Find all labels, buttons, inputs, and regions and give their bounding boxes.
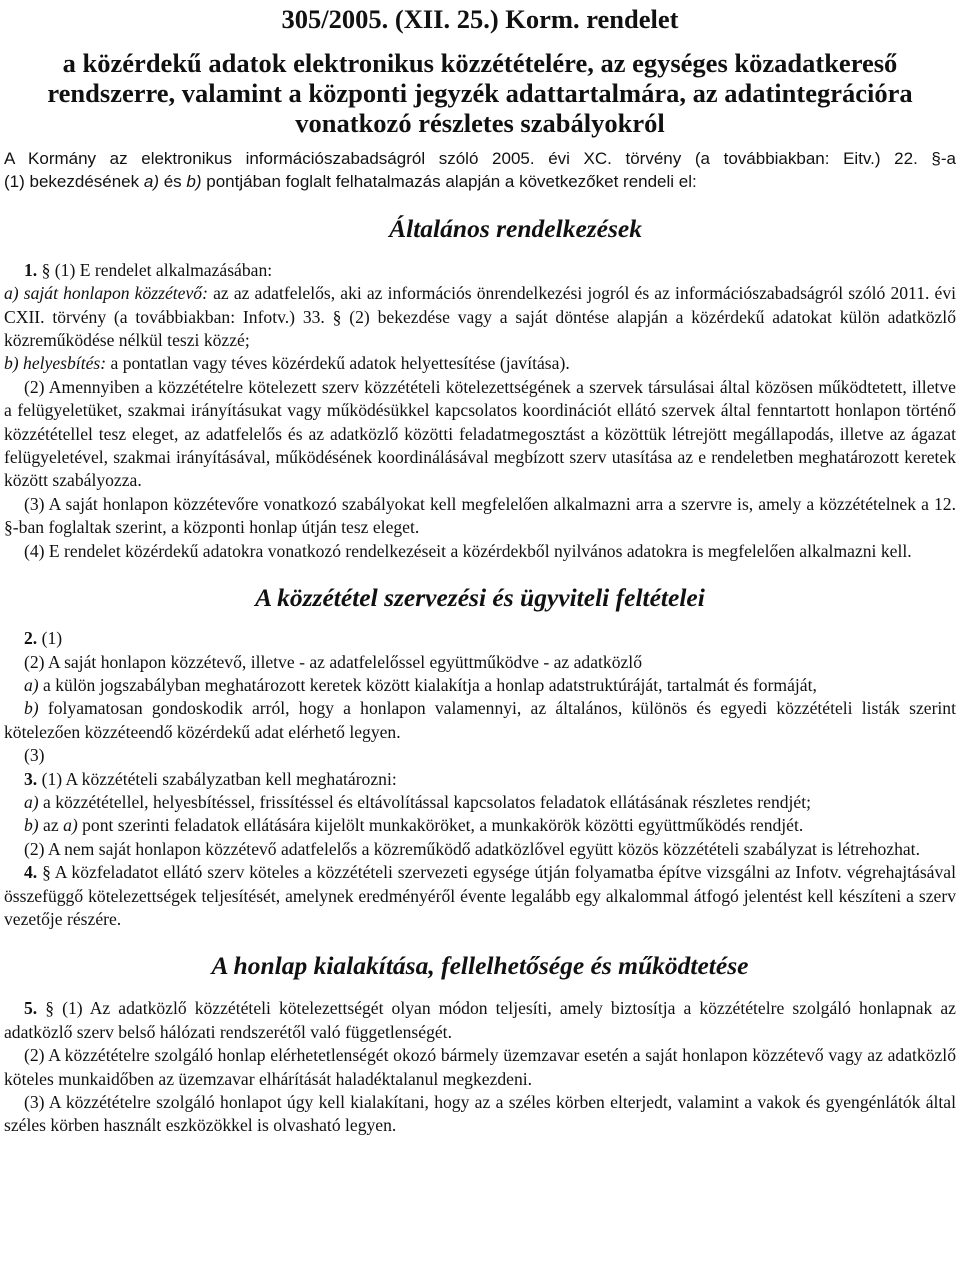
paragraph-2-2: (2) A saját honlapon közzétevő, illetve - az adatfelelőssel együttműködve - az adatközlő [24, 651, 642, 672]
paragraph-1-4: (4) E rendelet közérdekű adatokra vonatkozó rendelkezéseit a közérdekből nyilvános adatokra is megfelelően alkalmazni kell. [24, 540, 912, 561]
section-heading-organisation: A közzététel szervezési és ügyviteli feltételei [255, 583, 705, 613]
preamble-line-2: (1) bekezdésének a) és b) pontjában foglalt felhatalmazás alapján a következőket rendeli el: [4, 172, 697, 192]
paragraph-1-3: (3) A saját honlapon közzétevőre vonatkozó szabályokat kell megfelelően alkalmazni arra a szervre is, amely a közzétételnek a 12. §-ban foglaltak szerint, a központi honlap útján tesz eleget. [4, 493, 956, 538]
paragraph-2-2-b: b) folyamatosan gondoskodik arról, hogy a honlapon valamennyi, az általános, különös és egyedi közzétételi listák szerint kötelezően közzéteendő közérdekű adat elérhető legyen. [4, 698, 956, 742]
paragraph-1-1: 1. § (1) E rendelet alkalmazásában: [24, 259, 273, 280]
paragraph-5-1: 5. § (1) Az adatközlő közzétételi kötelezettségét olyan módon teljesíti, amely biztosítja a közzétételre szolgáló honlapnak az adatközlő szerv belső hálózati rendszerétől való függetlenségét. [4, 998, 956, 1042]
document-title [4, 4, 956, 138]
decree-number: 305/2005. (XII. 25.) Korm. rendelet [281, 4, 679, 34]
definition-a: a) saját honlapon közzétevő: az az adatfelelős, aki az információs önrendelkezési jogról és az információszabadságról szóló 2011. évi CXII. törvény (a továbbiakban: Infotv.) 33. § (2) bekezdése vagy a saját döntése alapján a közérdekű adatokat külön adatközlő közreműködése nélkül teszi közzé; [4, 283, 957, 351]
paragraph-2-1: 2. (1) [24, 628, 63, 649]
paragraph-3-1-a: a) a közzététellel, helyesbítéssel, frissítéssel és eltávolítással kapcsolatos feladatok ellátásának részletes rendjét; [24, 791, 812, 812]
paragraph-2-3: (3) [24, 745, 45, 766]
paragraph-1-2: (2) Amennyiben a közzétételre kötelezett szerv közzétételi kötelezettségének a szervek társulásai által közösen működtetett, illetve a felügyeletüket, szakmai irányításukat vagy működésükkel kapcsolatos koordinációt ellátó szervek által fenntartott honlapon történő közzététellel tesz eleget, az adatfelelős és az adatközlő közötti feladatmegosztást a közöttük létrejött megállapodás, illetve az ágazat felügyeletével, szakmai irányításával, működésének koordinálásával megbízott szerv utasítása az e rendeletben meghatározott keretek között szabályozza. [4, 376, 956, 491]
section-heading-general: Általános rendelkezések [389, 213, 642, 243]
definition-b: b) helyesbítés: a pontatlan vagy téves közérdekű adatok helyettesítése (javítása). [4, 353, 570, 374]
preamble-line-1: A Kormány az elektronikus információszabadságról szóló 2005. évi XC. törvény (a továbbiakban: Eitv.) 22. §-a [4, 149, 956, 168]
paragraph-3-1-b: b) az a) pont szerinti feladatok ellátására kijelölt munkaköröket, a munkakörök közötti együttműködés rendjét. [24, 815, 804, 836]
paragraph-4: 4. § A közfeladatot ellátó szerv köteles a közzétételi szervezeti egysége útján folyamatba építve vizsgálni az Infotv. végrehajtásával összefüggő kötelezettségek teljesítését, amelynek eredményéről évente legalább egy alkalommal átfogó jelentést kell készíteni a szerv vezetője részére. [4, 862, 956, 929]
paragraph-5-2: (2) A közzétételre szolgáló honlap elérhetetlenségét okozó bármely üzemzavar esetén a saját honlapon közzétevő vagy az adatközlő köteles munkaidőben az üzemzavar elhárítását haladéktalanul megkezdeni. [4, 1045, 956, 1089]
decree-subject: a közérdekű adatok elektronikus közzétételére, az egységes közadatkereső rendszerre, valamint a központi jegyzék adattartalmára, az adatintegrációra vonatkozó részletes szabályokról [47, 48, 913, 138]
paragraph-5-3: (3) A közzétételre szolgáló honlapot úgy kell kialakítani, hogy az a széles körben elterjedt, valamint a vakok és gyengénlátók által széles körben használt eszközökkel is olvasható legyen. [4, 1092, 956, 1136]
paragraph-3-1: 3. (1) A közzétételi szabályzatban kell meghatározni: [24, 768, 397, 789]
section-heading-website: A honlap kialakítása, fellelhetősége és működtetése [211, 951, 749, 981]
paragraph-2-2-a: a) a külön jogszabályban meghatározott keretek között kialakítja a honlap adatstruktúráját, tartalmát és formáját, [24, 674, 817, 695]
paragraph-3-2: (2) A nem saját honlapon közzétevő adatfelelős a közreműködő adatközlővel együtt közös közzétételi szabályzat is létrehozhat. [24, 838, 920, 859]
